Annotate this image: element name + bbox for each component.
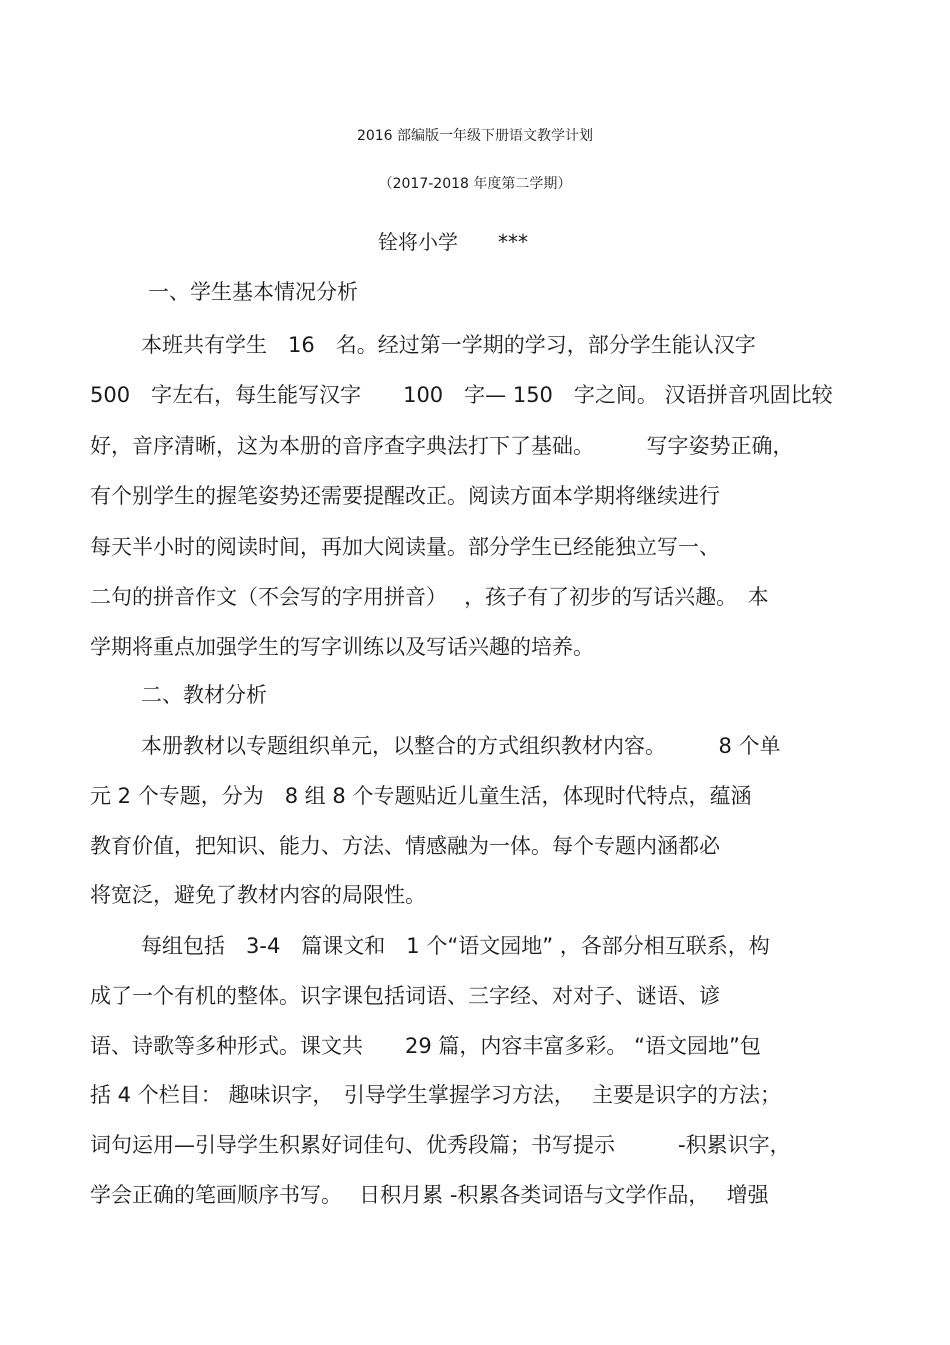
paragraph-line: 语、诗歌等多种形式。课文共 29 篇，内容丰富多彩。 “语文园地”包 [90, 1034, 761, 1058]
paragraph-line: 好，音序清晰，这为本册的音序查字典法打下了基础。 写字姿势正确， [90, 434, 794, 458]
paragraph-line: 学会正确的笔画顺序书写。 日积月累 -积累各类词语与文学作品， 增强 [90, 1183, 769, 1207]
section-heading-2: 二、教材分析 [141, 683, 267, 707]
paragraph-line: 500 字左右，每生能写汉字 100 字— 150 字之间。 汉语拼音巩固比较 [90, 383, 833, 407]
section-heading-1: 一、学生基本情况分析 [148, 280, 358, 304]
paragraph-line: 本册教材以专题组织单元，以整合的方式组织教材内容。 8 个单 [141, 734, 781, 758]
paragraph-line: 词句运用—引导学生积累好词佳句、优秀段篇；书写提示 -积累识字， [90, 1133, 791, 1157]
paragraph-line: 元 2 个专题，分为 8 组 8 个专题贴近儿童生活，体现时代特点，蕴涵 [90, 784, 752, 808]
paragraph-line: 成了一个有机的整体。识字课包括词语、三字经、对对子、谜语、谚 [90, 984, 720, 1008]
document-author: 铨将小学 *** [378, 230, 528, 254]
paragraph-line: 学期将重点加强学生的写字训练以及写话兴趣的培养。 [90, 635, 594, 659]
paragraph-line: 二句的拼音作文（不会写的字用拼音） ，孩子有了初步的写话兴趣。 本 [90, 585, 769, 609]
document-title: 2016 部编版一年级下册语文教学计划 [356, 128, 594, 144]
document-subtitle: （2017-2018 年度第二学期） [378, 176, 572, 192]
paragraph-line: 每组包括 3-4 篇课文和 1 个“语文园地” ，各部分相互联系，构 [141, 934, 770, 958]
paragraph-line: 将宽泛，避免了教材内容的局限性。 [90, 883, 426, 907]
paragraph-line: 本班共有学生 16 名。经过第一学期的学习，部分学生能认汉字 [141, 333, 756, 357]
paragraph-line: 有个别学生的握笔姿势还需要提醒改正。阅读方面本学期将继续进行 [90, 484, 720, 508]
paragraph-line: 括 4 个栏目： 趣味识字， 引导学生掌握学习方法， 主要是识字的方法； [90, 1083, 782, 1107]
paragraph-line: 每天半小时的阅读时间，再加大阅读量。部分学生已经能独立写一、 [90, 535, 720, 559]
paragraph-line: 教育价值，把知识、能力、方法、情感融为一体。每个专题内涵都必 [90, 834, 720, 858]
